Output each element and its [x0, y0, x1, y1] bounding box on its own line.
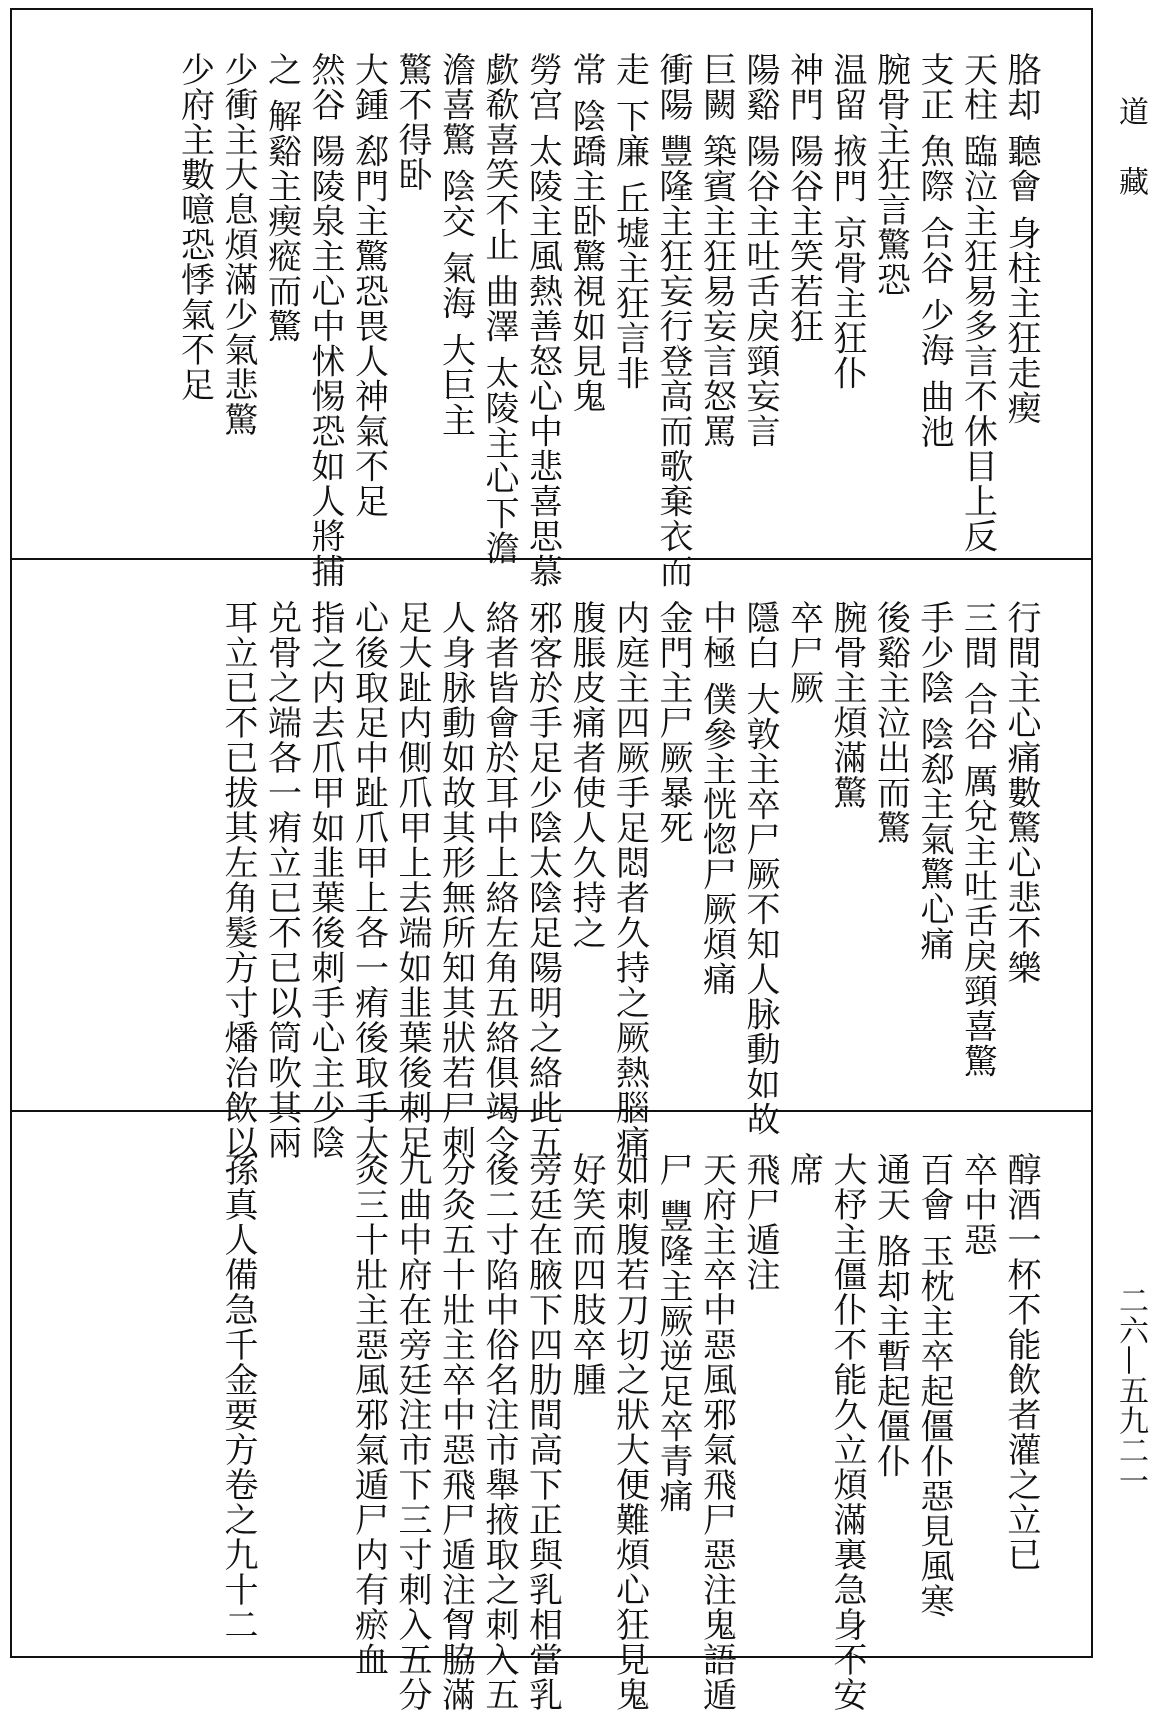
text-column: 三間 合谷 厲兌主吐舌戾頸喜驚 [957, 600, 998, 1079]
side-page-number: 二六—五九二一 [1113, 1285, 1148, 1495]
text-column: 如刺腹若刀切之狀大便難煩心狂見鬼 [609, 1152, 650, 1712]
text-column: 分灸五十壯主卒中惡飛尸遁注胷脇滿 [435, 1152, 476, 1712]
text-column: 手少陰 陰郄主氣驚心痛 [914, 600, 954, 962]
text-column: 指之内去爪甲如韭葉後刺手心主少陰 [305, 600, 345, 1160]
text-column: 天府主卒中惡風邪氣飛尸惡注鬼語遁 [696, 1152, 737, 1712]
text-column: 九曲中府在旁廷注市下三寸刺入五分 [392, 1152, 432, 1712]
text-column: 腕骨主狂言驚恐 [870, 52, 911, 297]
text-column: 大鍾 郄門主驚恐畏人神氣不足 [348, 52, 389, 519]
text-column: 百會 玉枕主卒起僵仆惡見風寒 [914, 1152, 954, 1619]
text-column: 金門主尸厥暴死 [653, 600, 693, 845]
text-column: 常 陰蹻主卧驚視如見鬼 [566, 52, 606, 414]
text-column: 神門 陽谷主笑若狂 [783, 52, 824, 344]
text-column: 絡者皆會於耳中上絡左角五絡俱竭令 [479, 600, 519, 1160]
side-collection-label: 道藏 [1113, 96, 1148, 236]
text-column: 少衝主大息煩滿少氣悲驚 [218, 52, 258, 437]
text-column: 然谷 陽陵泉主心中怵惕恐如人將捕 [305, 52, 345, 589]
text-column: 衝陽 豐隆主狂妄行登高而歌棄衣而 [653, 52, 693, 589]
text-column: 胳却 聽會 身柱主狂走瘈 [1001, 52, 1041, 426]
text-column: 走 下廉 丘墟主狂言非 [609, 52, 650, 391]
text-column: 陽谿 陽谷主吐舌戾頸妄言 [740, 52, 780, 449]
text-column: 通天 胳却主暫起僵仆 [870, 1152, 911, 1479]
text-column: 飛尸遁注 [740, 1152, 780, 1292]
text-column: 席 [783, 1152, 824, 1187]
text-column: 灸三十壯主惡風邪氣遁尸内有瘀血 [348, 1152, 389, 1677]
text-column: 人身脉動如故其形無所知其狀若尸刺 [435, 600, 476, 1160]
text-column: 卒尸厥 [783, 600, 824, 705]
text-column: 天柱 臨泣主狂易多言不休目上反 [957, 52, 998, 554]
text-column: 行間主心痛數驚心悲不樂 [1001, 600, 1041, 985]
text-column: 後谿主泣出而驚 [870, 600, 911, 845]
panel-1 [12, 10, 1091, 589]
text-column: 邪客於手足少陰太陰足陽明之絡此五 [522, 600, 563, 1160]
text-column: 澹喜驚 陰交 氣海 大巨主 [435, 52, 476, 438]
text-column: 腹脹皮痛者使人久持之 [566, 600, 606, 950]
text-column: 尸 豐隆主厥逆足卒青痛 [653, 1152, 693, 1514]
text-column: 巨闕 築賓主狂易妄言怒罵 [696, 52, 737, 449]
page-frame [10, 8, 1093, 1712]
text-column: 歔欷喜笑不止 曲澤 太陵主心下澹 [479, 52, 519, 566]
text-column: 少府主數噫恐悸氣不足 [174, 52, 215, 402]
panel-2 [12, 558, 1091, 1160]
text-column: 心後取足中趾爪甲上各一痏後取手大 [348, 600, 389, 1160]
text-column: 後二寸陷中俗名注市舉掖取之刺入五 [479, 1152, 519, 1712]
text-column: 足大趾内側爪甲上去端如韭葉後刺足 [392, 600, 432, 1160]
text-column: 卒中惡 [957, 1152, 998, 1257]
text-column: 内庭主四厥手足悶者久持之厥熱腦痛 [609, 600, 650, 1160]
text-column: 兑骨之端各一痏立已不已以筒吹其兩 [261, 600, 302, 1160]
text-column: 大杼主僵仆不能久立煩滿裏急身不安 [827, 1152, 867, 1712]
text-column: 好笑而四肢卒腫 [566, 1152, 606, 1397]
text-column: 醇酒一杯不能飲者灌之立已 [1001, 1152, 1041, 1572]
text-column: 孫真人備急千金要方卷之九十二 [218, 1152, 258, 1642]
text-column: 驚不得卧 [392, 52, 432, 192]
text-column: 耳立已不已拔其左角髮方寸燔治飲以 [218, 600, 258, 1160]
text-column: 之 解谿主瘈瘲而驚 [261, 52, 302, 344]
text-column: 勞宫 太陵主風熱善怒心中悲喜思慕 [522, 52, 563, 589]
text-column: 支正 魚際 合谷 少海 曲池 [914, 52, 954, 450]
panel-3 [12, 1110, 1091, 1712]
text-column: 旁廷在腋下四肋間高下正與乳相當乳 [522, 1152, 563, 1712]
text-column: 中極 僕參主恍惚尸厥煩痛 [696, 600, 737, 997]
text-column: 腕骨主煩滿驚 [827, 600, 867, 810]
text-column: 隱白 大敦主卒尸厥不知人脉動如故 [740, 600, 780, 1137]
text-column: 温留 掖門 京骨主狂仆 [827, 52, 867, 391]
